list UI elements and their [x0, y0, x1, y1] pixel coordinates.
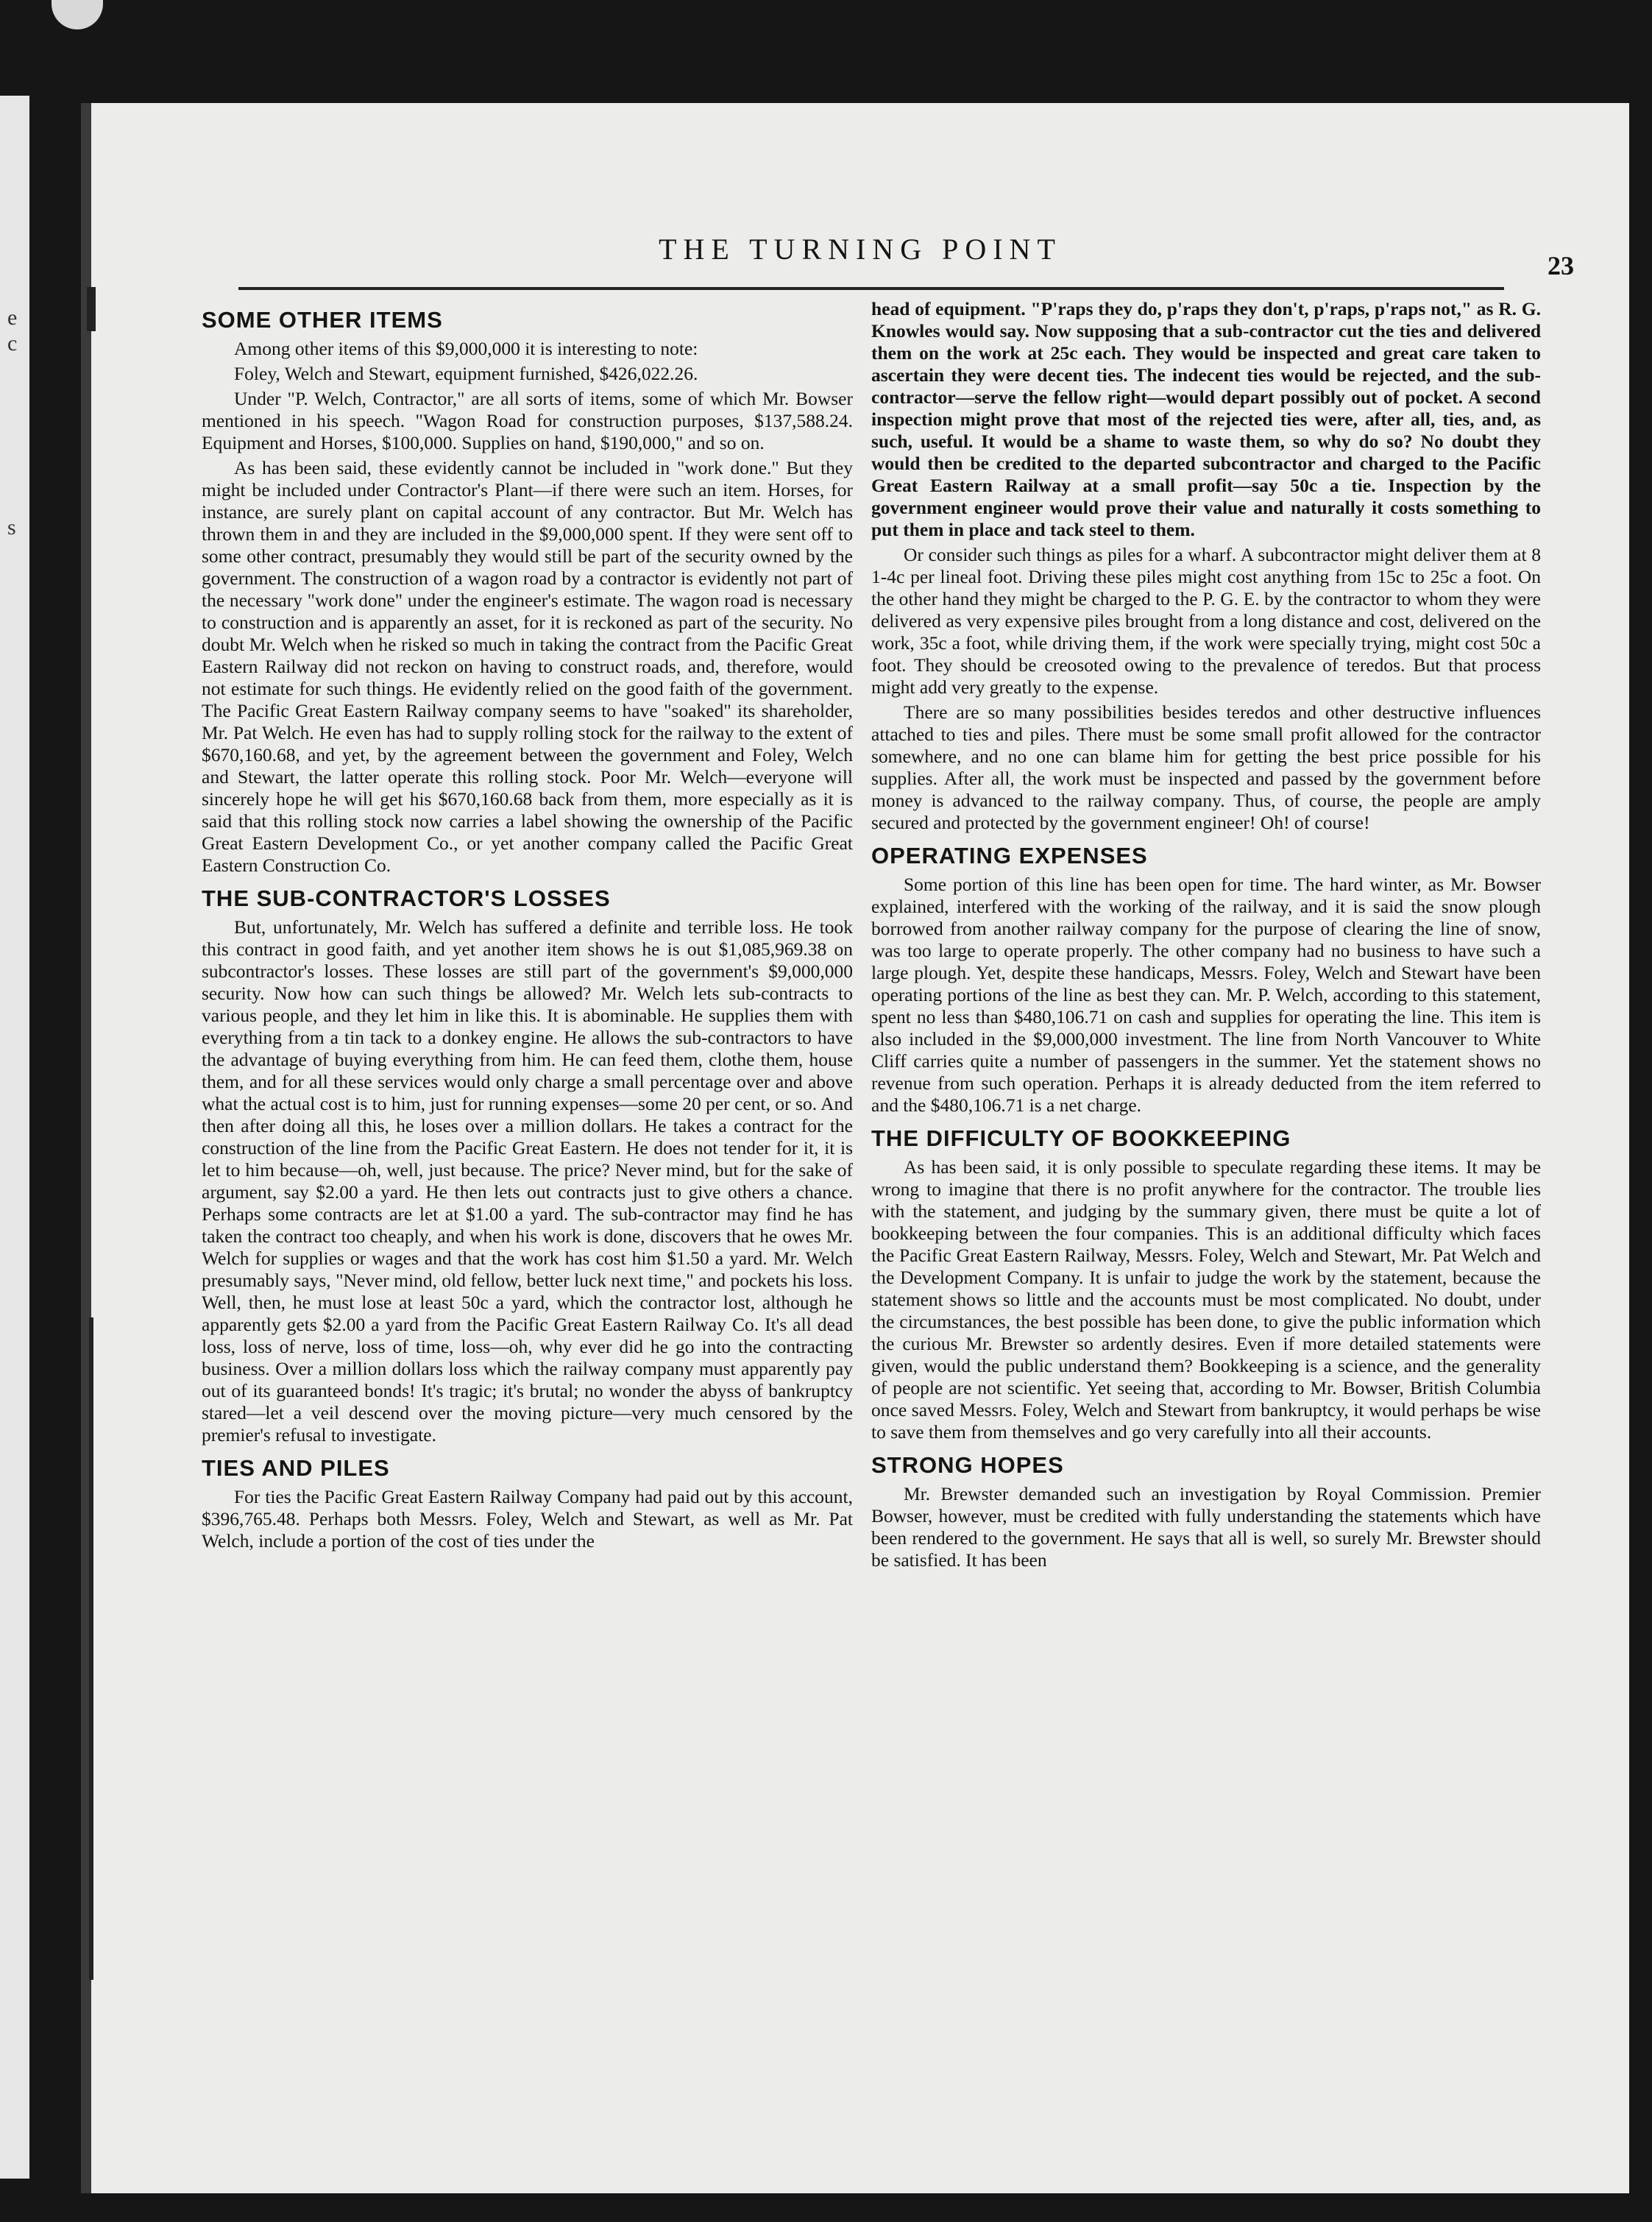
section-heading: TIES AND PILES: [202, 1455, 390, 1481]
paragraph: But, unfortunately, Mr. Welch has suffered a definite and terrible loss. He took this contract in good faith, and yet another item shows he is out $1,085,969.38 on subcontractor's losses. These losses are still part of the government's $9,000,000 security. Now how can such things be allowed? Mr. Welch lets sub-contracts to various people, and they let him in like this. It is abominable. He supplies them with everything from a tin tack to a donkey engine. He allows the sub-contractors to have the advantage of buying everything from him. He can feed them, clothe them, house them, and for all these services would only charge a small percentage over and above what the actual cost is to him, just for running expenses—some 20 per cent, or so. And then after doing all this, he loses over a million dollars. He takes a contract for the construction of the line from the Pacific Great Eastern. He does not tender for it, it is let to him because—oh, well, just because. The price? Never mind, but for the sake of argument, say $2.00 a yard. He then lets out contracts just to give others a chance. Perhaps some contracts are let at $1.00 a yard. The sub-contractor may find he has taken the contract too cheaply, and when his work is done, discovers that he owes Mr. Welch for supplies or wages and that the work has cost him $1.50 a yard. Mr. Welch presumably says, "Never mind, old fellow, better luck next time," and pockets his loss. Well, then, he must lose at least 50c a yard, which the contractor lost, although he apparently gets $2.00 a yard from the Pacific Great Eastern Railway Co. It's all dead loss, loss of nerve, loss of time, loss—oh, why ever did he go into the contracting business. Over a million dollars loss which the railway company must apparently pay out of its guaranteed bonds! It's tragic; it's brutal; no wonder the abyss of bankruptcy stared—let a veil descend over the moving picture—very much censored by the premier's refusal to investigate.: [202, 916, 853, 1446]
paragraph: As has been said, it is only possible to speculate regarding these items. It may be wrong to imagine that there is no profit anywhere for the contractor. The trouble lies with the statement, and judging by the summary given, there must be quite a lot of bookkeeping between the four companies. This is an additional difficulty which faces the Pacific Great Eastern Railway, Messrs. Foley, Welch and Stewart, Mr. Pat Welch and the Development Company. It is unfair to judge the work by the statement, because the statement shows so little and the accounts must be most complicated. No doubt, under the circumstances, the best possible has been done, to give the public information which the curious Mr. Brewster so ardently desires. Even if more detailed statements were given, would the public understand them? Bookkeeping is a science, and the generality of people are not scientific. Yet seeing that, according to Mr. Bowser, British Columbia once saved Messrs. Foley, Welch and Stewart from bankruptcy, it would perhaps be wise to save them from themselves and go very carefully into all their accounts.: [871, 1156, 1541, 1443]
paragraph: For ties the Pacific Great Eastern Railway Company had paid out by this account, $396,765.48. Perhaps both Messrs. Foley, Welch and Stewart, as well as Mr. Pat Welch, include a portion of the cost of ties under the: [202, 1486, 853, 1551]
paragraph: head of equipment. "P'raps they do, p'raps they don't, p'raps, p'raps not," as R. G. Knowles would say. Now supposing that a sub-contractor cut the ties and delivered them on the work at 25c each. They would be inspected and great care taken to ascertain they were decent ties. The indecent ties would be rejected, and the sub-contractor—serve the fellow right—would depart possibly out of pocket. A second inspection might prove that most of the rejected ties were, after all, ties, and, as such, useful. It would be a shame to waste them, so why do so? No doubt they would then be credited to the departed subcontractor and charged to the Pacific Great Eastern Railway at a small profit—say 50c a tie. Inspection by the government engineer would prove their value and naturally it costs something to put them in place and tack steel to them.: [871, 298, 1541, 540]
running-head: THE TURNING POINT: [659, 233, 1062, 266]
right-column: [871, 298, 1541, 1574]
section-strong-hopes: [871, 1452, 1541, 1571]
punch-hole: [52, 0, 103, 29]
paragraph: As has been said, these evidently cannot be included in "work done." But they might be included under Contractor's Plant—if there were such an item. Horses, for instance, are surely plant on capital account of any contractor. But Mr. Welch has thrown them in and they are included in the $9,000,000 spent. If they were sent off to some other contract, presumably they would still be part of the security owned by the government. The construction of a wagon road by a contractor is evidently not part of the necessary "work done" under the engineer's estimate. The wagon road is necessary to construction and is apparently an asset, for it is reckoned as part of the security. No doubt Mr. Welch when he risked so much in taking the contract from the Pacific Great Eastern Railway did not reckon on having to construct roads, and, therefore, would not estimate for such things. He evidently relied on the good faith of the government. The Pacific Great Eastern Railway company seems to have "soaked" its shareholder, Mr. Pat Welch. He even has had to supply rolling stock for the railway to the extent of $670,160.68, and yet, by the agreement between the government and Foley, Welch and Stewart, the latter operate this rolling stock. Poor Mr. Welch—everyone will sincerely hope he will get his $670,160.68 back from them, more especially as it is said that this rolling stock now carries a label showing the ownership of the Pacific Great Eastern Development Co., or yet another company called the Pacific Great Eastern Construction Co.: [202, 457, 853, 876]
section-sub-contractors-losses: [202, 885, 853, 1446]
section-heading: SOME OTHER ITEMS: [202, 307, 443, 333]
section-ties-and-piles: [202, 1455, 853, 1552]
section-heading: STRONG HOPES: [871, 1452, 1064, 1478]
section-ties-continued: [871, 298, 1541, 834]
paragraph: Some portion of this line has been open for time. The hard winter, as Mr. Bowser explained, interfered with the working of the railway, and it is said the snow plough borrowed from another railway company for the purpose of clearing the line of snow, was too large to operate properly. The other company had no business to have such a large plough. Yet, despite these handicaps, Messrs. Foley, Welch and Stewart have been operating portions of the line as best they can. Mr. P. Welch, according to this statement, spent no less than $480,106.71 on cash and supplies for operating the line. This item is also included in the $9,000,000 investment. The line from North Vancouver to White Cliff carries quite a number of passengers in the summer. Yet the statement shows no revenue from such operation. Perhaps it is already deducted from the item referred to and the $480,106.71 is a net charge.: [871, 874, 1541, 1116]
left-column: [202, 298, 853, 1555]
section-difficulty-of-bookkeeping: [871, 1125, 1541, 1443]
paragraph: Or consider such things as piles for a wharf. A subcontractor might deliver them at 8 1-4c per lineal foot. Driving these piles might cost anything from 15c to 25c a foot. On the other hand they might be charged to the P. G. E. by the contractor to whom they were delivered as very expensive piles brought from a long distance and cost, delivered on the work, 35c a foot, while driving them, if the work were specially trying, might cost 50c a foot. They should be creosoted owing to the prevalence of teredos. But that process might add very greatly to the expense.: [871, 544, 1541, 698]
section-heading: THE SUB-CONTRACTOR'S LOSSES: [202, 885, 611, 911]
section-some-other-items: [202, 307, 853, 877]
paragraph: Mr. Brewster demanded such an investigation by Royal Commission. Premier Bowser, however, must be credited with fully understanding the statements which have been rendered to the government. He says that all is well, so surely Mr. Brewster should be satisfied. It has been: [871, 1483, 1541, 1571]
section-heading: OPERATING EXPENSES: [871, 843, 1148, 868]
page-number: 23: [1548, 251, 1574, 280]
binding-mark: [89, 1317, 93, 1980]
paragraph: Under "P. Welch, Contractor," are all sorts of items, some of which Mr. Bowser mentioned in his speech. "Wagon Road for construction purposes, $137,588.24. Equipment and Horses, $100,000. Supplies on hand, $190,000," and so on.: [202, 388, 853, 453]
binding-mark: [87, 287, 96, 331]
paragraph: Foley, Welch and Stewart, equipment furnished, $426,022.26.: [234, 363, 698, 384]
paragraph: Among other items of this $9,000,000 it is interesting to note:: [234, 338, 698, 359]
section-operating-expenses: [871, 843, 1541, 1117]
facing-page-edge: e c s: [0, 96, 29, 2179]
header-rule: [238, 287, 1504, 290]
section-heading: THE DIFFICULTY OF BOOKKEEPING: [871, 1125, 1291, 1151]
magazine-page: [81, 103, 1629, 2193]
paragraph: There are so many possibilities besides teredos and other destructive influences attached to ties and piles. There must be some small profit allowed for the contractor somewhere, and no one can blame him for getting the best price possible for his supplies. After all, the work must be inspected and passed by the government before money is advanced to the railway company. Thus, of course, the people are amply secured and protected by the government engineer! Oh! of course!: [871, 701, 1541, 833]
